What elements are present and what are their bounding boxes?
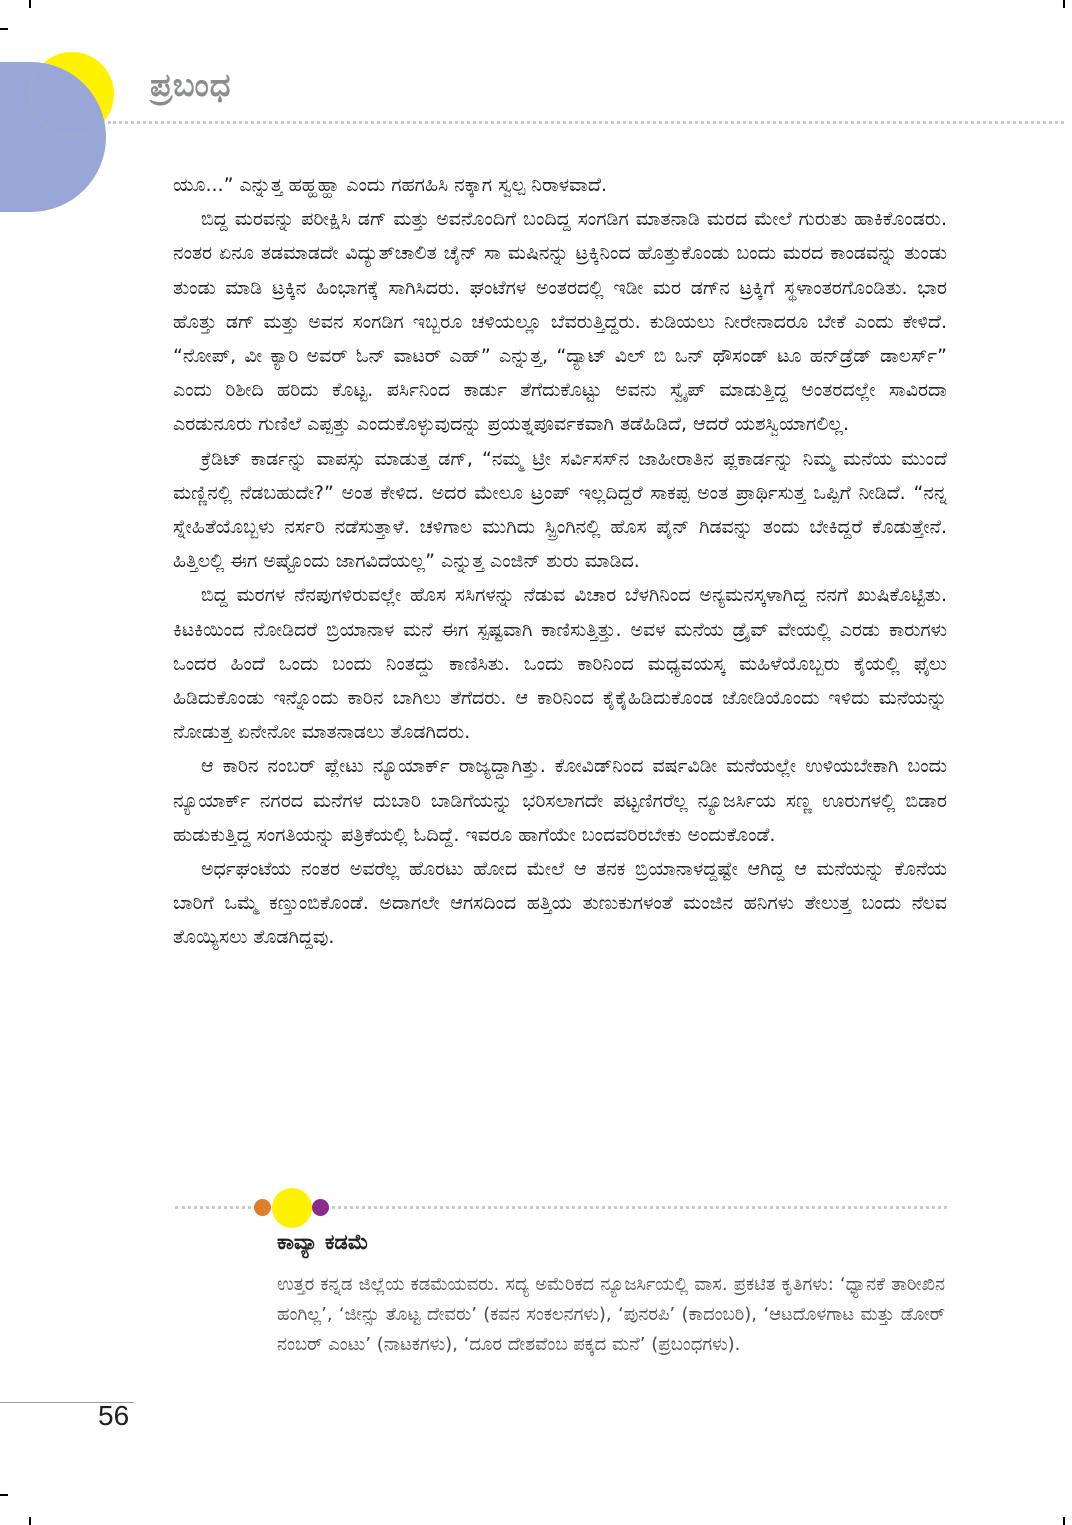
crop-mark (29, 0, 31, 8)
crop-mark (29, 1517, 31, 1525)
paragraph: ಬಿದ್ದ ಮರವನ್ನು ಪರೀಕ್ಷಿಸಿ ಡಗ್ ಮತ್ತು ಅವನೊಂದಿಗೆ ಬಂದಿದ್ದ ಸಂಗಡಿಗ ಮಾತನಾಡಿ ಮರದ ಮೇಲೆ ಗುರುತು ಹಾಕಿಕೊಂಡರು. ನಂತರ ಏನೂ ತಡಮಾಡದೇ ವಿದ್ಯುತ್‌ಚಾಲಿತ ಚೈನ್ ಸಾ ಮಷಿನನ್ನು ಟ್ರಕ್ಕಿನಿಂದ ಹೊತ್ತುಕೊಂಡು ಬಂದು ಮರದ ಕಾಂಡವನ್ನು ತುಂಡು ತುಂಡು ಮಾಡಿ ಟ್ರಕ್ಕಿನ ಹಿಂಭಾಗಕ್ಕೆ ಸಾಗಿಸಿದರು. ಘಂಟೆಗಳ ಅಂತರದಲ್ಲಿ ಇಡೀ ಮರ ಡಗ್‌ನ ಟ್ರಕ್ಕಿಗೆ ಸ್ಥಳಾಂತರಗೊಂಡಿತು. ಭಾರ ಹೊತ್ತು ಡಗ್ ಮತ್ತು ಅವನ ಸಂಗಡಿಗ ಇಬ್ಬರೂ ಚಳಿಯಲ್ಲೂ ಬೆವರುತ್ತಿದ್ದರು. ಕುಡಿಯಲು ನೀರೇನಾದರೂ ಬೇಕೆ ಎಂದು ಕೇಳಿದೆ. “ನೋಪ್, ವೀ ಕ್ಯಾರಿ ಅವರ್ ಓನ್ ವಾಟರ್ ಎಹ್” ಎನ್ನುತ್ತ, “ದ್ಯಾಟ್ ವಿಲ್ ಬಿ ಒನ್ ಥೌಸಂಡ್ ಟೂ ಹನ್‌ಡ್ರೆಡ್ ಡಾಲರ್ಸ್” ಎಂದು ರಿಶೀದಿ ಹರಿದು ಕೊಟ್ಟ. ಪರ್ಸಿನಿಂದ ಕಾರ್ಡು ತೆಗೆದುಕೊಟ್ಟು ಅವನು ಸ್ವೈಪ್ ಮಾಡುತ್ತಿದ್ದ ಅಂತರದಲ್ಲೇ ಸಾವಿರದಾ ಎರಡುನೂರು ಗುಣಿಲೆ ಎಪ್ಪತ್ತು ಎಂದುಕೊಳ್ಳುವುದನ್ನು ಪ್ರಯತ್ನಪೂರ್ವಕವಾಗಿ ತಡೆಹಿಡಿದೆ, ಆದರೆ ಯಶಸ್ವಿಯಾಗಲಿಲ್ಲ. (173, 208, 947, 436)
section-title: ಪ್ರಬಂಧ (150, 66, 232, 104)
divider-purple-dot (312, 1199, 329, 1216)
paragraph: ಬಿದ್ದ ಮರಗಳ ನೆನಪುಗಳಿರುವಲ್ಲೇ ಹೊಸ ಸಸಿಗಳನ್ನು ನೆಡುವ ವಿಚಾರ ಬೆಳಗಿನಿಂದ ಅನ್ಯಮನಸ್ಕಳಾಗಿದ್ದ ನನಗೆ ಖುಷಿಕೊಟ್ಟಿತು. ಕಿಟಕಿಯಿಂದ ನೋಡಿದರೆ ಬ್ರಿಯಾನಾಳ ಮನೆ ಈಗ ಸ್ಪಷ್ಟವಾಗಿ ಕಾಣಿಸುತ್ತಿತ್ತು. ಅವಳ ಮನೆಯ ಡ್ರೈವ್ ವೇಯಲ್ಲಿ ಎರಡು ಕಾರುಗಳು ಒಂದರ ಹಿಂದೆ ಒಂದು ಬಂದು ನಿಂತದ್ದು ಕಾಣಿಸಿತು. ಒಂದು ಕಾರಿನಿಂದ ಮಧ್ಯವಯಸ್ಕ ಮಹಿಳೆಯೊಬ್ಬರು ಕೈಯಲ್ಲಿ ಫೈಲು ಹಿಡಿದುಕೊಂಡು ಇನ್ನೊಂದು ಕಾರಿನ ಬಾಗಿಲು ತೆಗೆದರು. ಆ ಕಾರಿನಿಂದ ಕೈಕೈಹಿಡಿದುಕೊಂಡ ಜೋಡಿಯೊಂದು ಇಳಿದು ಮನೆಯನ್ನು ನೋಡುತ್ತ ಏನೇನೋ ಮಾತನಾಡಲು ತೊಡಗಿದರು. (173, 584, 947, 744)
divider-orange-dot (254, 1199, 271, 1216)
paragraph: ಅರ್ಧಘಂಟೆಯ ನಂತರ ಅವರೆಲ್ಲ ಹೊರಟು ಹೋದ ಮೇಲೆ ಆ ತನಕ ಬ್ರಿಯಾನಾಳದ್ದಷ್ಟೇ ಆಗಿದ್ದ ಆ ಮನೆಯನ್ನು ಕೊನೆಯ ಬಾರಿಗೆ ಒಮ್ಮೆ ಕಣ್ತುಂಬಿಕೊಂಡೆ. ಅದಾಗಲೇ ಆಗಸದಿಂದ ಹತ್ತಿಯ ತುಣುಕುಗಳಂತೆ ಮಂಜಿನ ಹನಿಗಳು ತೇಲುತ್ತ ಬಂದು ನೆಲವ ತೊಯ್ಯಿಸಲು ತೊಡಗಿದ್ದವು. (173, 858, 947, 949)
crop-mark (0, 28, 8, 30)
paragraph: ಆ ಕಾರಿನ ನಂಬರ್ ಪ್ಲೇಟು ನ್ಯೂಯಾರ್ಕ್ ರಾಜ್ಯದ್ದಾಗಿತ್ತು. ಕೋವಿಡ್‌ನಿಂದ ವರ್ಷವಿಡೀ ಮನೆಯಲ್ಲೇ ಉಳಿಯಬೇಕಾಗಿ ಬಂದು ನ್ಯೂಯಾರ್ಕ್ ನಗರದ ಮನೆಗಳ ದುಬಾರಿ ಬಾಡಿಗೆಯನ್ನು ಭರಿಸಲಾಗದೇ ಪಟ್ಟಣಿಗರೆಲ್ಲ ನ್ಯೂಜರ್ಸಿಯ ಸಣ್ಣ ಊರುಗಳಲ್ಲಿ ಬಿಡಾರ ಹುಡುಕುತ್ತಿದ್ದ ಸಂಗತಿಯನ್ನು ಪತ್ರಿಕೆಯಲ್ಲಿ ಓದಿದ್ದೆ. ಇವರೂ ಹಾಗೆಯೇ ಬಂದವರಿರಬೇಕು ಅಂದುಕೊಂಡೆ. (173, 755, 947, 846)
divider-yellow-dot (272, 1188, 312, 1228)
paragraph: ಯೂ...” ಎನ್ನುತ್ತ ಹಹ್ಹಹ್ಹಾ ಎಂದು ಗಹಗಹಿಸಿ ನಕ್ಕಾಗ ಸ್ವಲ್ಪ ನಿರಾಳವಾದೆ. (173, 174, 607, 196)
header-dotted-rule (108, 121, 1064, 124)
paragraph: ಕ್ರೆಡಿಟ್ ಕಾರ್ಡನ್ನು ವಾಪಸ್ಸು ಮಾಡುತ್ತ ಡಗ್, “ನಮ್ಮ ಟ್ರೀ ಸರ್ವಿಸಸ್‌ನ ಜಾಹೀರಾತಿನ ಪ್ಲಕಾರ್ಡನ್ನು ನಿಮ್ಮ ಮನೆಯ ಮುಂದೆ ಮಣ್ಣಿನಲ್ಲಿ ನೆಡಬಹುದೇ?” ಅಂತ ಕೇಳಿದ. ಅದರ ಮೇಲೂ ಟ್ರಂಪ್ ಇಲ್ಲದಿದ್ದರೆ ಸಾಕಪ್ಪ ಅಂತ ಪ್ರಾರ್ಥಿಸುತ್ತ ಒಪ್ಪಿಗೆ ನೀಡಿದೆ. “ನನ್ನ ಸ್ನೇಹಿತೆಯೊಬ್ಬಳು ನರ್ಸರಿ ನಡೆಸುತ್ತಾಳೆ. ಚಳಿಗಾಲ ಮುಗಿದು ಸ್ಪ್ರಿಂಗಿನಲ್ಲಿ ಹೊಸ ಪೈನ್ ಗಿಡವನ್ನು ತಂದು ಬೇಕಿದ್ದರೆ ಕೊಡುತ್ತೇನೆ. ಹಿತ್ತಿಲಲ್ಲಿ ಈಗ ಅಷ್ಟೊಂದು ಜಾಗವಿದೆಯಲ್ಲ” ಎನ್ನುತ್ತ ಎಂಜಿನ್ ಶುರು ಮಾಡಿದ. (173, 447, 947, 573)
page-number: 56 (98, 1400, 130, 1431)
author-bio: ಉತ್ತರ ಕನ್ನಡ ಜಿಲ್ಲೆಯ ಕಡಮೆಯವರು. ಸದ್ಯ ಅಮೆರಿಕದ ನ್ಯೂಜರ್ಸಿಯಲ್ಲಿ ವಾಸ. ಪ್ರಕಟಿತ ಕೃತಿಗಳು: ‘ಧ್ಯಾನಕೆ ತಾರೀಖಿನ ಹಂಗಿಲ್ಲ’, ‘ಜೀನ್ಸು ತೊಟ್ಟ ದೇವರು’ (ಕವನ ಸಂಕಲನಗಳು), ‘ಪುನರಪಿ’ (ಕಾದಂಬರಿ), ‘ಆಟದೊಳಗಾಟ ಮತ್ತು ಡೋರ್ ನಂಬರ್ ಎಂಟು’ (ನಾಟಕಗಳು), ‘ದೂರ ದೇಶವೆಂಬ ಪಕ್ಕದ ಮನೆ’ (ಪ್ರಬಂಧಗಳು). (277, 1274, 945, 1355)
crop-mark (0, 1494, 8, 1496)
crop-mark (1063, 1517, 1065, 1525)
header-decoration-overlap (0, 62, 106, 212)
essay-body (173, 168, 947, 955)
crop-mark (1063, 0, 1065, 8)
author-name: ಕಾವ್ಯಾ ಕಡಮೆ (277, 1230, 369, 1254)
